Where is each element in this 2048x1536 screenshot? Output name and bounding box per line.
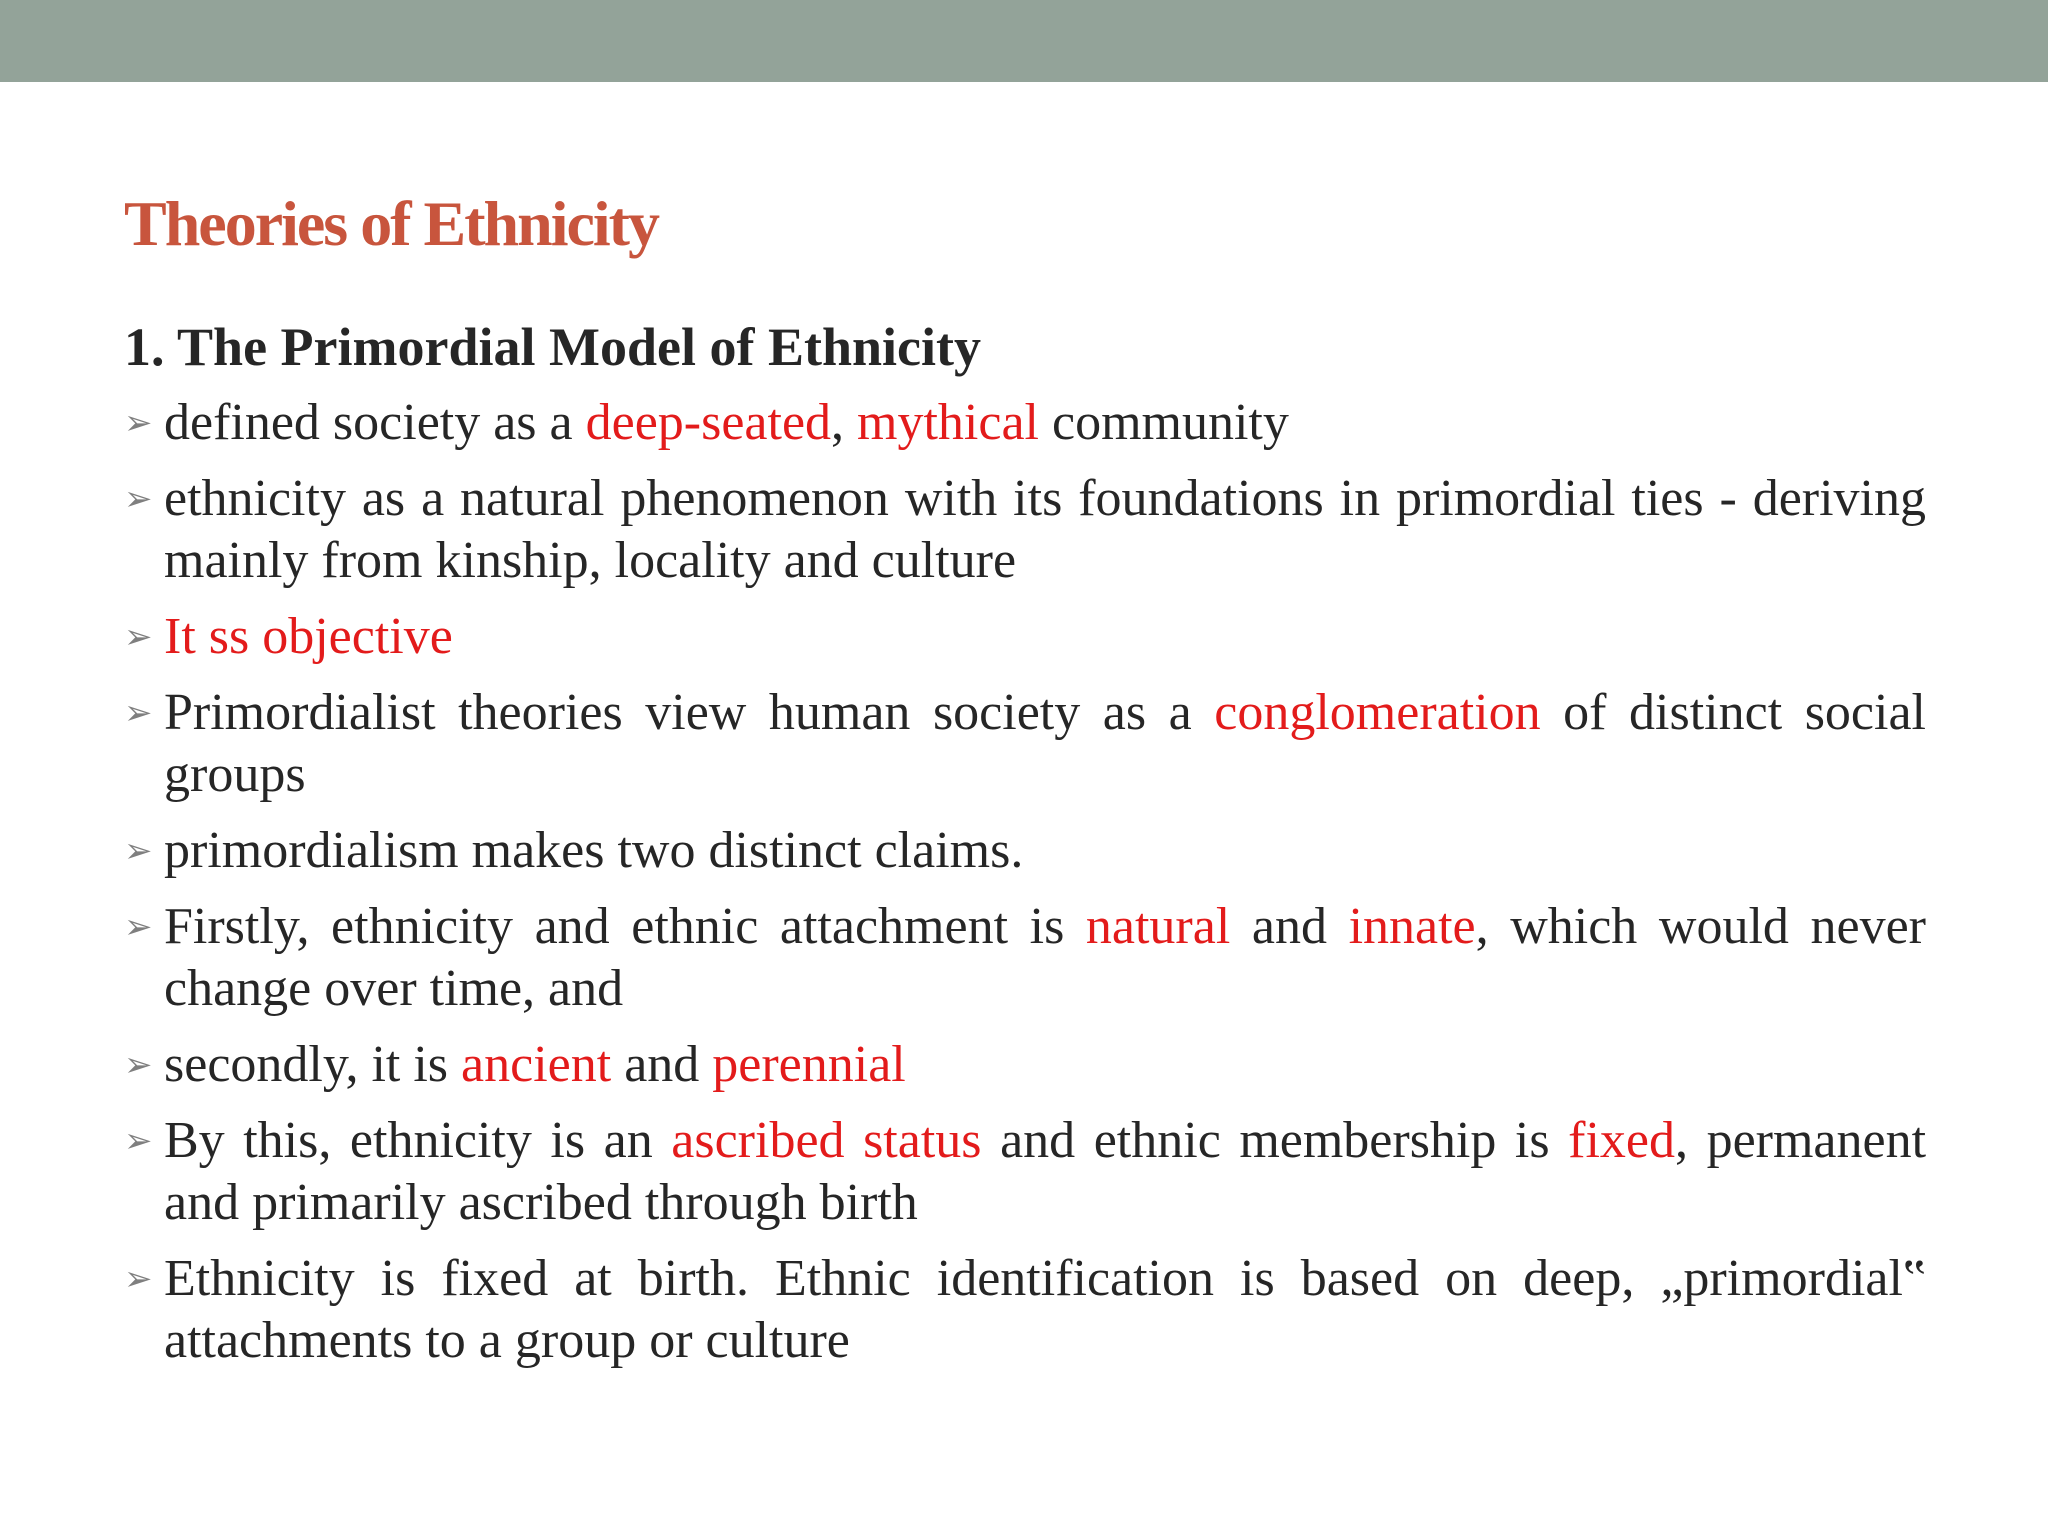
highlighted-term: natural: [1085, 898, 1231, 955]
bullet-text: By this, ethnicity is an: [164, 1112, 672, 1169]
bullet-list: [124, 392, 1926, 1372]
highlighted-term: fixed: [1568, 1112, 1676, 1169]
bullet-text: Primordialist theories view human society as a: [164, 684, 1215, 741]
bullet-text: , which would never change over time, and: [164, 898, 1926, 1017]
bullet-item: [124, 1110, 1926, 1234]
highlighted-term: mythical: [857, 394, 1039, 451]
arrow-bullet-icon: ➢: [124, 1121, 153, 1161]
slide-title: Theories of Ethnicity: [124, 188, 658, 259]
highlighted-term: conglomeration: [1214, 684, 1541, 741]
bullet-text: Ethnicity is fixed at birth. Ethnic identification is based on deep, „primordial‟ attachments to a group or culture: [164, 1250, 1926, 1369]
arrow-bullet-icon: ➢: [124, 1045, 153, 1085]
highlighted-term: It ss objective: [164, 608, 453, 665]
arrow-bullet-icon: ➢: [124, 907, 153, 947]
highlighted-term: ascribed status: [671, 1112, 982, 1169]
arrow-bullet-icon: ➢: [124, 479, 153, 519]
bullet-item: [124, 468, 1926, 592]
bullet-text: secondly, it is: [164, 1036, 462, 1093]
bullet-item: [124, 1248, 1926, 1372]
highlighted-term: deep-seated: [585, 394, 832, 451]
bullet-text: primordialism makes two distinct claims.: [164, 822, 1024, 879]
bullet-item: [124, 606, 1926, 668]
highlighted-term: perennial: [712, 1036, 906, 1093]
arrow-bullet-icon: ➢: [124, 831, 153, 871]
arrow-bullet-icon: ➢: [124, 403, 153, 443]
bullet-text: of distinct social groups: [164, 684, 1926, 803]
bullet-item: [124, 820, 1926, 882]
bullet-text: ethnicity as a natural phenomenon with its foundations in primordial ties - deriving mainly from kinship, locality and culture: [164, 470, 1926, 589]
bullet-text: , permanent and primarily ascribed through birth: [164, 1112, 1927, 1231]
bullet-text: and: [611, 1036, 713, 1093]
bullet-text: community: [1038, 394, 1289, 451]
top-band: [0, 0, 2048, 82]
bullet-item: [124, 392, 1926, 454]
section-heading: 1. The Primordial Model of Ethnicity: [124, 317, 981, 377]
bullet-text: Firstly, ethnicity and ethnic attachment is: [164, 898, 1086, 955]
bullet-item: [124, 896, 1926, 1020]
bullet-text: and: [1230, 898, 1349, 955]
bullet-item: [124, 682, 1926, 806]
arrow-bullet-icon: ➢: [124, 1259, 153, 1299]
arrow-bullet-icon: ➢: [124, 693, 153, 733]
bullet-text: defined society as a: [164, 394, 586, 451]
bullet-item: [124, 1034, 1926, 1096]
highlighted-term: ancient: [461, 1036, 612, 1093]
bullet-text: ,: [831, 394, 858, 451]
bullet-text: and ethnic membership is: [981, 1112, 1569, 1169]
arrow-bullet-icon: ➢: [124, 617, 153, 657]
highlighted-term: innate: [1348, 898, 1476, 955]
slide-content: [124, 316, 1926, 1386]
